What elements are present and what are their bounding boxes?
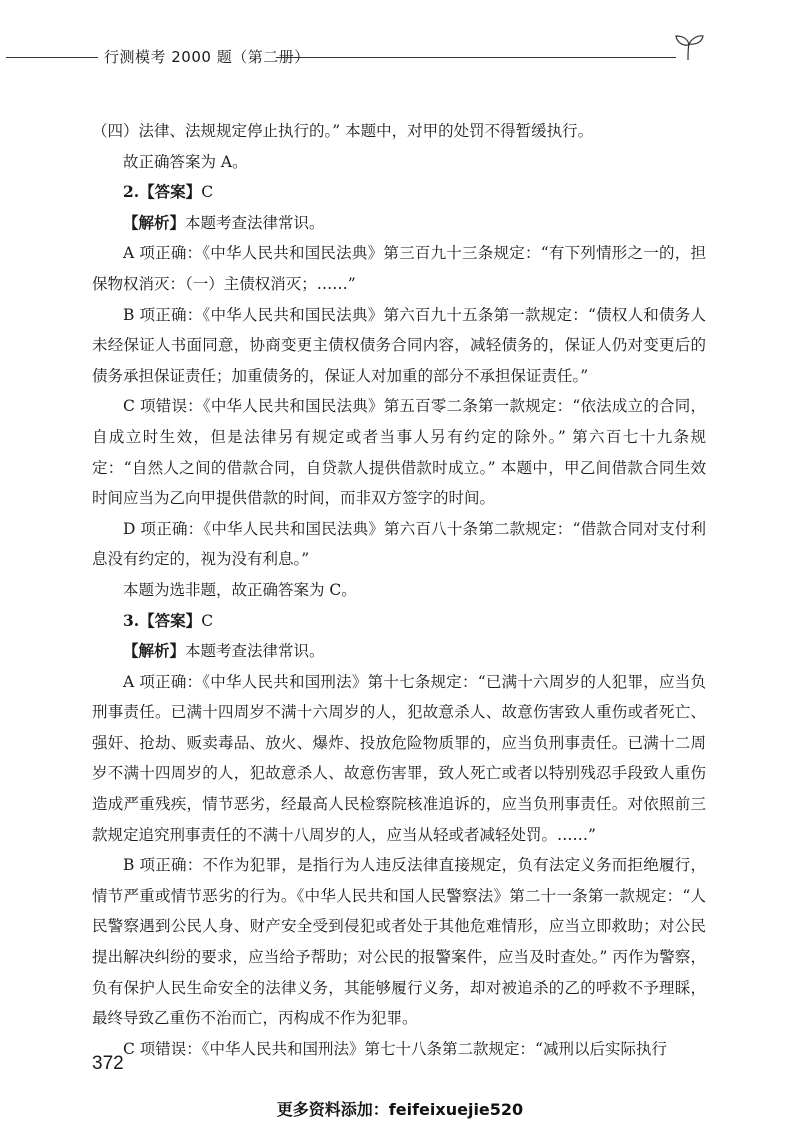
bold-label: 2.【答案】	[123, 182, 202, 202]
paragraph-text: C	[201, 611, 214, 630]
paragraph	[92, 177, 706, 208]
paragraph-text: C 项错误：《中华人民共和国刑法》第七十八条第二款规定：“减刑以后实际执行	[123, 1039, 667, 1058]
paragraph	[92, 300, 706, 392]
paragraph-text: 本题考查法律常识。	[185, 642, 325, 661]
page-number: 372	[92, 1053, 124, 1074]
paragraph	[92, 514, 706, 575]
paragraph	[92, 636, 706, 667]
bold-label: 【解析】	[123, 212, 186, 232]
paragraph	[92, 391, 706, 513]
footer-note: 更多资料添加：feifeixuejie520	[276, 1100, 524, 1119]
paragraph-text: A 项正确：《中华人民共和国民法典》第三百九十三条规定：“有下列情形之一的，担保物权消灭：（一）主债权消灭；……”	[92, 244, 706, 293]
running-header	[0, 38, 800, 78]
bold-label: 3.【答案】	[123, 610, 202, 630]
bold-label: 【解析】	[123, 641, 186, 661]
paragraph-text: （四）法律、法规规定停止执行的。” 本题中，对甲的处罚不得暂缓执行。	[92, 122, 594, 140]
paragraph-text: D 项正确：《中华人民共和国民法典》第六百八十条第二款规定：“借款合同对支付利息没有约定的，视为没有利息。”	[92, 519, 706, 569]
paragraph	[92, 116, 706, 147]
header-rule-left	[6, 57, 98, 58]
sprout-icon	[672, 32, 706, 62]
paragraph-text: 故正确答案为 A。	[123, 152, 248, 171]
paragraph-text: B 项正确：不作为犯罪，是指行为人违反法律直接规定，负有法定义务而拒绝履行，情节严重或情节恶劣的行为。《中华人民共和国人民警察法》第二十一条第一款规定：“人民警察遇到公民人身、财产安全受到侵犯或者处于其他危难情形，应当立即救助；对公民提出解决纠纷的要求，应当给予帮助；对公民的报警案件，应当及时查处。” 丙作为警察，负有保护人民生命安全的法律义务，其能够履行义务，却对被追杀的乙的呼救不予理睬，最终导致乙重伤不治而亡，丙构成不作为犯罪。	[92, 856, 706, 1028]
paragraph	[92, 575, 706, 606]
header-rule-right	[276, 57, 676, 58]
paragraph	[92, 1034, 706, 1065]
paragraph-text: 本题为选非题，故正确答案为 C。	[123, 580, 357, 599]
paragraph-text: C	[201, 183, 214, 202]
paragraph	[92, 208, 706, 239]
article-body	[92, 116, 706, 1064]
paragraph-text: A 项正确：《中华人民共和国刑法》第十七条规定：“已满十六周岁的人犯罪，应当负刑事责任。已满十四周岁不满十六周岁的人，犯故意杀人、故意伤害致人重伤或者死亡、强奸、抢劫、贩卖毒品、放火、爆炸、投放危险物质罪的，应当负刑事责任。已满十二周岁不满十四周岁的人，犯故意杀人、故意伤害罪，致人死亡或者以特别残忍手段致人重伤造成严重残疾，情节恶劣，经最高人民检察院核准追诉的，应当负刑事责任。对依照前三款规定追究刑事责任的不满十八周岁的人，应当从轻或者减轻处罚。……”	[92, 672, 706, 844]
paragraph-text: C 项错误：《中华人民共和国民法典》第五百零二条第一款规定：“依法成立的合同，自成立时生效，但是法律另有规定或者当事人另有约定的除外。” 第六百七十九条规定：“自然人之间的借款合同，自贷款人提供借款时成立。” 本题中，甲乙间借款合同生效时间应当为乙向甲提供借款的时间，而非双方签字的时间。	[92, 397, 706, 508]
paragraph	[92, 850, 706, 1034]
paragraph-text: 本题考查法律常识。	[185, 213, 325, 232]
paragraph	[92, 147, 706, 178]
paragraph	[92, 606, 706, 637]
header-title: 行测模考 2000 题（第二册）	[104, 48, 310, 66]
paragraph-text: B 项正确：《中华人民共和国民法典》第六百九十五条第一款规定：“债权人和债务人未经保证人书面同意，协商变更主债权债务合同内容，减轻债务的，保证人仍对变更后的债务承担保证责任；加重债务的，保证人对加重的部分不承担保证责任。”	[92, 305, 706, 385]
paragraph	[92, 238, 706, 299]
paragraph	[92, 667, 706, 851]
